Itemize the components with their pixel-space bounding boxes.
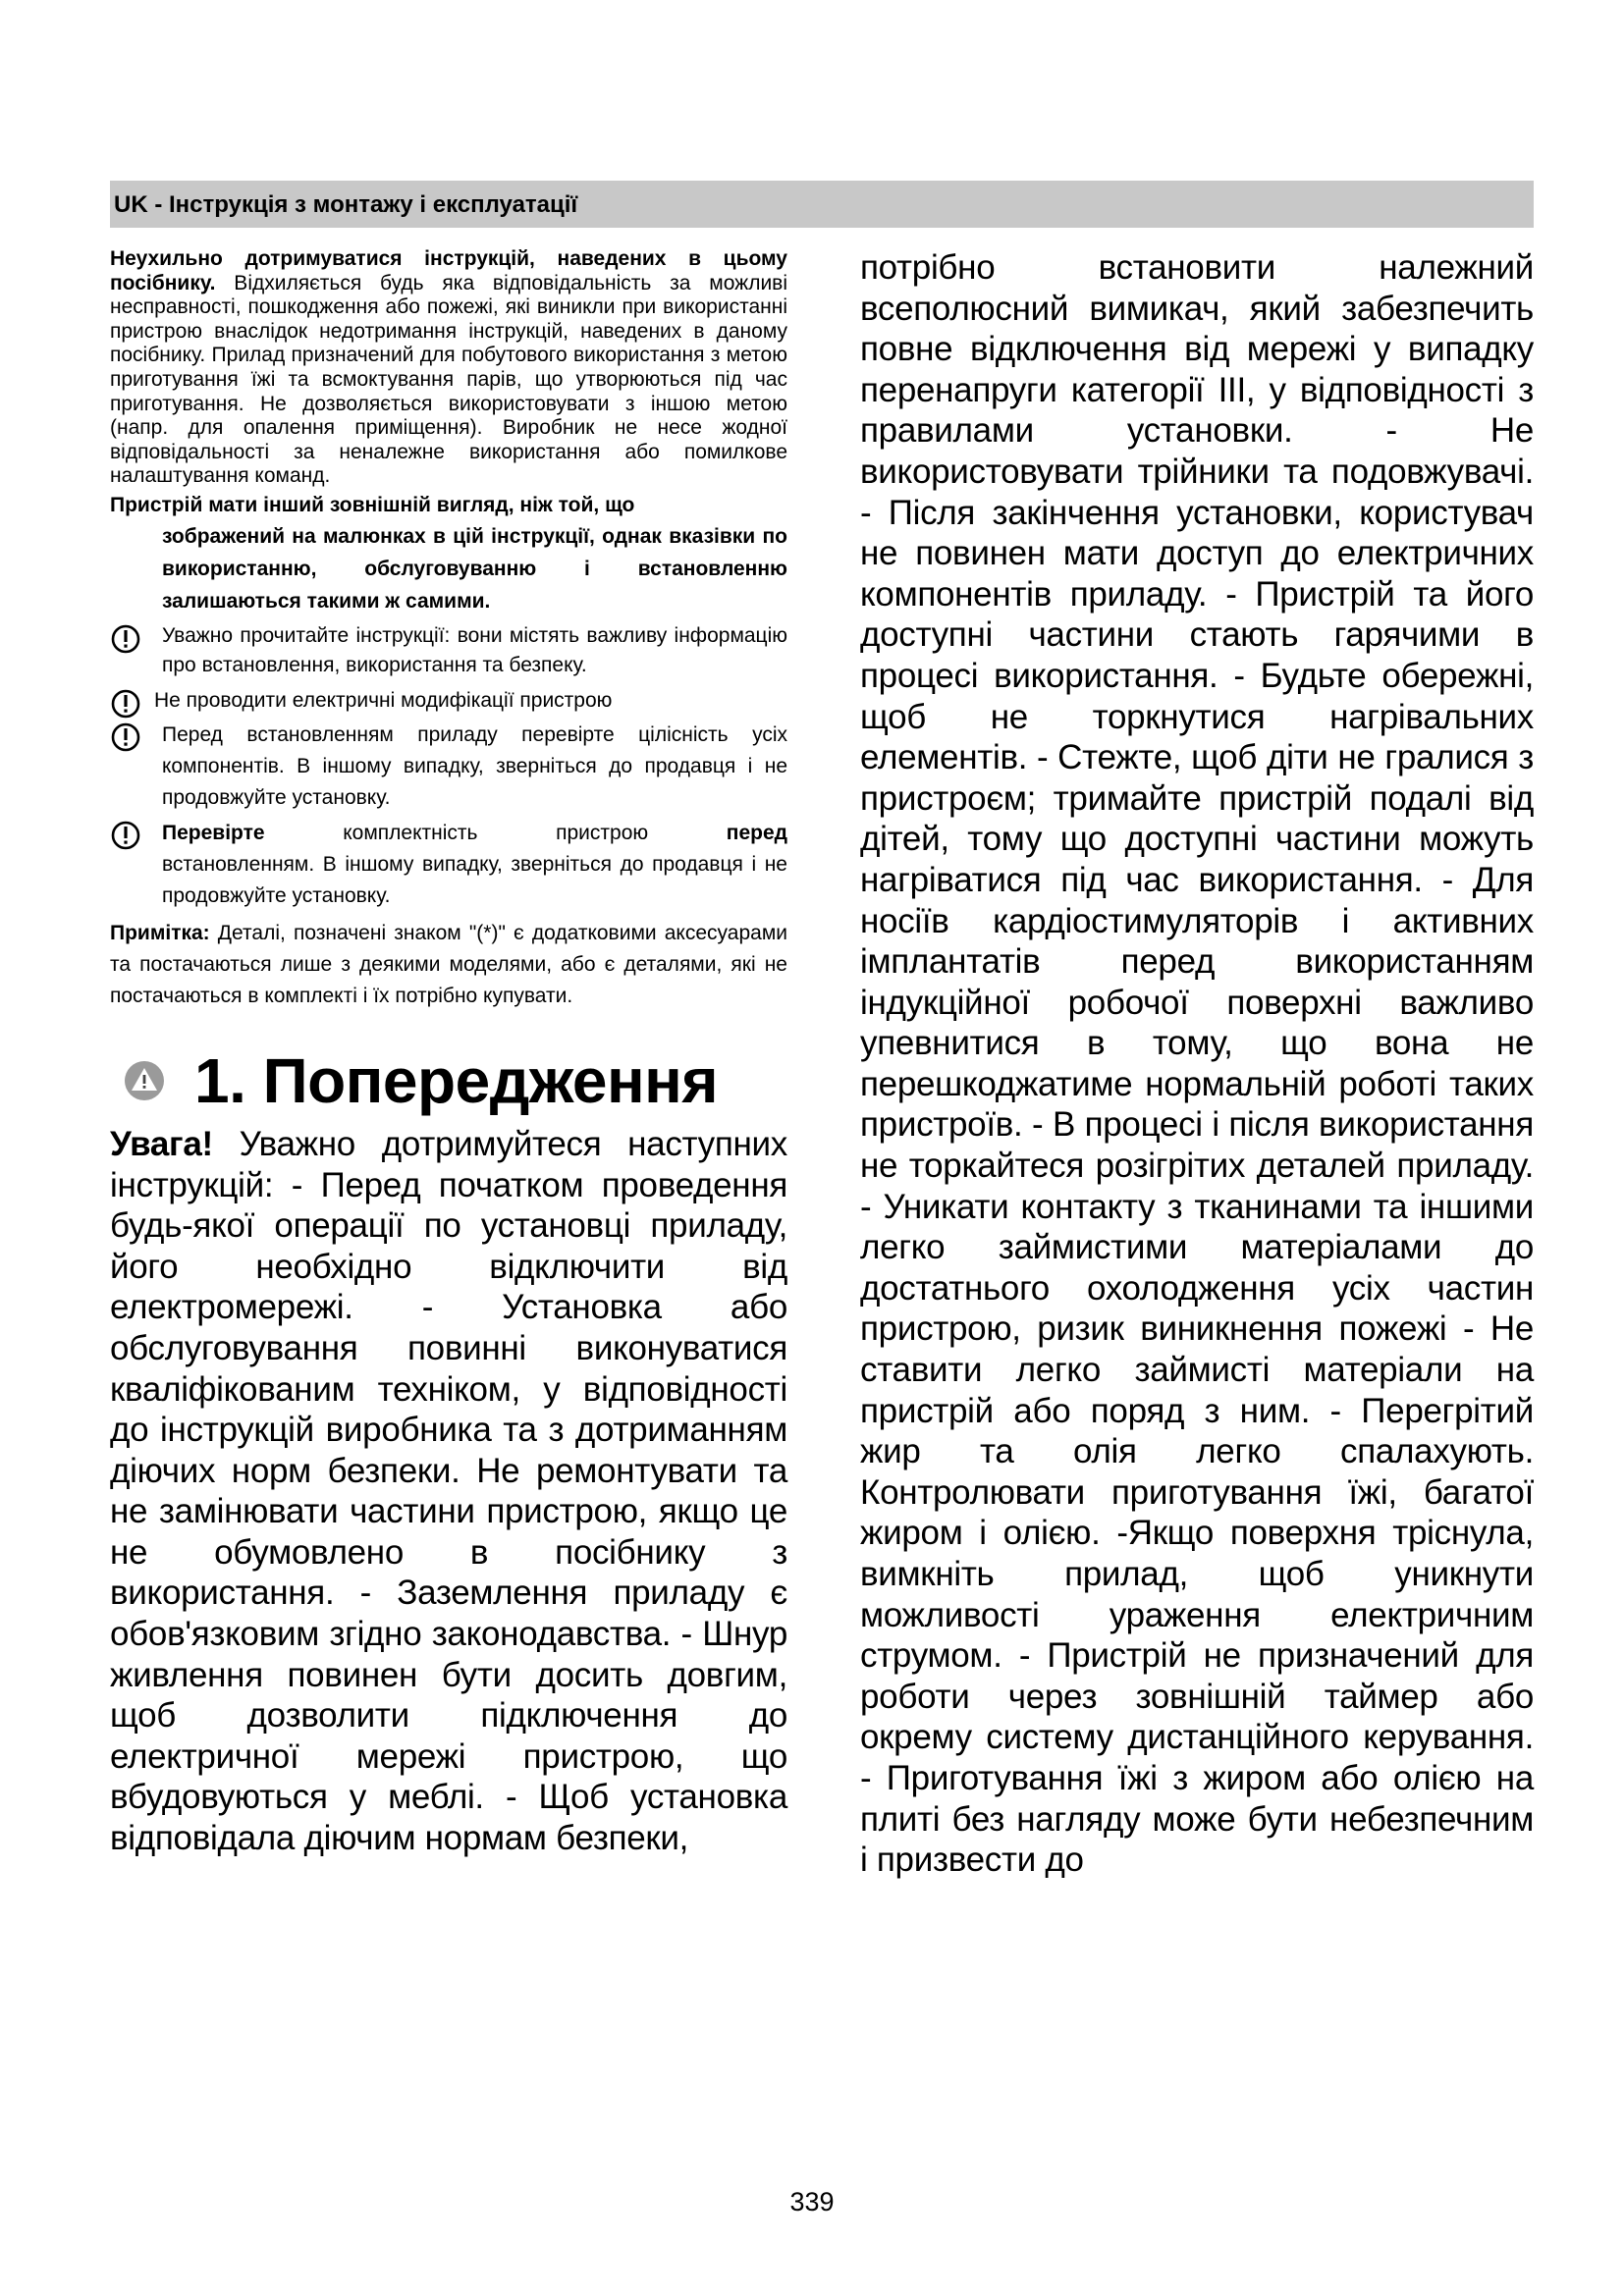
warning-paragraph-right: потрібно встановити належний всеполюсний вимикач, який забезпечить повне відключення від мережі у випадку перенапруги категорії III, у відповідності з правилами установки. - Не використовувати трійники та подовжувачі. - Після закінчення установки, користувач не повинен мати доступ до електричних компонентів приладу. - Пристрій та його доступні частини стають гарячими в процесі використання. - Будьте обережні, щоб не торкнутися нагрівальних елементів. - Стежте, щоб діти не гралися з пристроєм; тримайте пристрій подалі від дітей, тому що доступні частини можуть нагріватися під час використання. - Для носіїв кардіостимуляторів і активних імплантатів перед використанням індукційної робочої поверхні важливо упевнитися в тому, що вона не перешкоджатиме нормальній роботі таких пристроїв. - В процесі і після використання не торкайтеся розігрітих деталей приладу. - Уникати контакту з тканинами та іншими легко займистими матеріалами до достатнього охолодження усіх частин пристрою, ризик виникнення пожежі - Не ставити легко займисті матеріали на пристрій або поряд з ним. - Перегрітий жир та олія легко спалахують. Контролювати приготування їжі, багатої жиром і олією. -Якщо поверхня тріснула, вимкніть прилад, щоб уникнути можливості ураження електричним струмом. - Пристрій не призначений для роботи через зовнішній таймер або окрему систему дистанційного керування. - Приготування їжі з жиром або олією на плиті без нагляду може бути небезпечним і призвести до: [860, 248, 1534, 1880]
intro-bold-text: Неухильно дотримуватися інструкцій, наведених в цьому посібнику.: [110, 247, 787, 294]
appearance-paragraph: [110, 491, 787, 520]
note-text: Деталі, позначені знаком "(*)" є додатковими аксесуарами та постачаються лише з деякими моделями, або є деталями, які не постачаються в комплекті і їх потрібно купувати.: [110, 921, 787, 1007]
warning-circle-icon: [110, 688, 141, 720]
appearance-bold-first: Пристрій мати інший зовнішній вигляд, ніж той, що: [110, 493, 635, 516]
notice-text: Уважно прочитайте інструкції: вони містять важливу інформацію про встановлення, використання та безпеку.: [162, 623, 787, 676]
section-heading: [110, 1045, 787, 1116]
appearance-bold-rest: зображений на малюнках в цій інструкції, однак вказівки по використанню, обслуговуванню і встановленню залишаються такими ж самими.: [162, 524, 787, 613]
notice-no-electrical-modification: [110, 686, 787, 716]
header-bar: [110, 181, 1534, 228]
notice-text: Не проводити електричні модифікації пристрою: [154, 688, 613, 712]
notice-check-integrity: [110, 720, 787, 814]
warning-label: Увага!: [110, 1124, 213, 1163]
warning-triangle-icon: [124, 1060, 165, 1101]
note-label: Примітка:: [110, 921, 210, 944]
warning-paragraph-left: [110, 1124, 787, 1859]
notice-bold-start: Перевірте: [162, 821, 265, 844]
section-title: 1. Попередження: [194, 1044, 719, 1116]
notice-read-instructions: [110, 621, 787, 680]
page-number: 339: [789, 2187, 835, 2216]
notice-middle: комплектність пристрою: [264, 821, 727, 844]
appearance-paragraph-continued: [110, 520, 787, 617]
notice-text: встановленням. В іншому випадку, зверніться до продавця і не продовжуйте установку.: [162, 852, 787, 907]
left-column: [110, 247, 787, 1859]
warning-circle-icon: [110, 820, 141, 851]
intro-body-text: Відхиляється будь яка відповідальність за можливі несправності, пошкодження або пожежі, які виникли при використанні пристрою внаслідок недотримання інструкцій, наведених в даному посібнику. Прилад призначений для побутового використання з метою приготування їжі та всмоктування парів, що утворюються під час приготування. Не дозволяється використовувати з іншою метою (напр. для опалення приміщення). Виробник не несе жодної відповідальності за неналежне використання або помилкове налаштування команд.: [110, 271, 787, 488]
warning-circle-icon: [110, 721, 141, 753]
notice-check-completeness: [110, 818, 787, 912]
warning-text-left: Уважно дотримуйтеся наступних інструкцій: - Перед початком проведення будь-якої операції по установці приладу, його необхідно відключити від електромережі. - Установка або обслуговування повинні виконуватися кваліфікованим техніком, у відповідності до інструкцій виробника та з дотриманням діючих норм безпеки. Не ремонтувати та не замінювати частини пристрою, якщо це не обумовлено в посібнику з використання. - Заземлення приладу є обов'язковим згідно законодавства. - Шнур живлення повинен бути досить довгим, щоб дозволити підключення до електричної мережі пристрою, що вбудовуються у меблі. - Щоб установка відповідала діючим нормам безпеки,: [110, 1124, 787, 1858]
header-title: UK - Інструкція з монтажу і експлуатації: [114, 191, 578, 218]
notice-text: Перед встановленням приладу перевірте цілісність усіх компонентів. В іншому випадку, зверніться до продавця і не продовжуйте установку.: [162, 722, 787, 809]
warning-circle-icon: [110, 623, 141, 655]
intro-paragraph: [110, 247, 787, 489]
right-column: [860, 247, 1534, 1881]
notice-bold-end: перед: [726, 821, 787, 844]
note-paragraph: [110, 918, 787, 1012]
